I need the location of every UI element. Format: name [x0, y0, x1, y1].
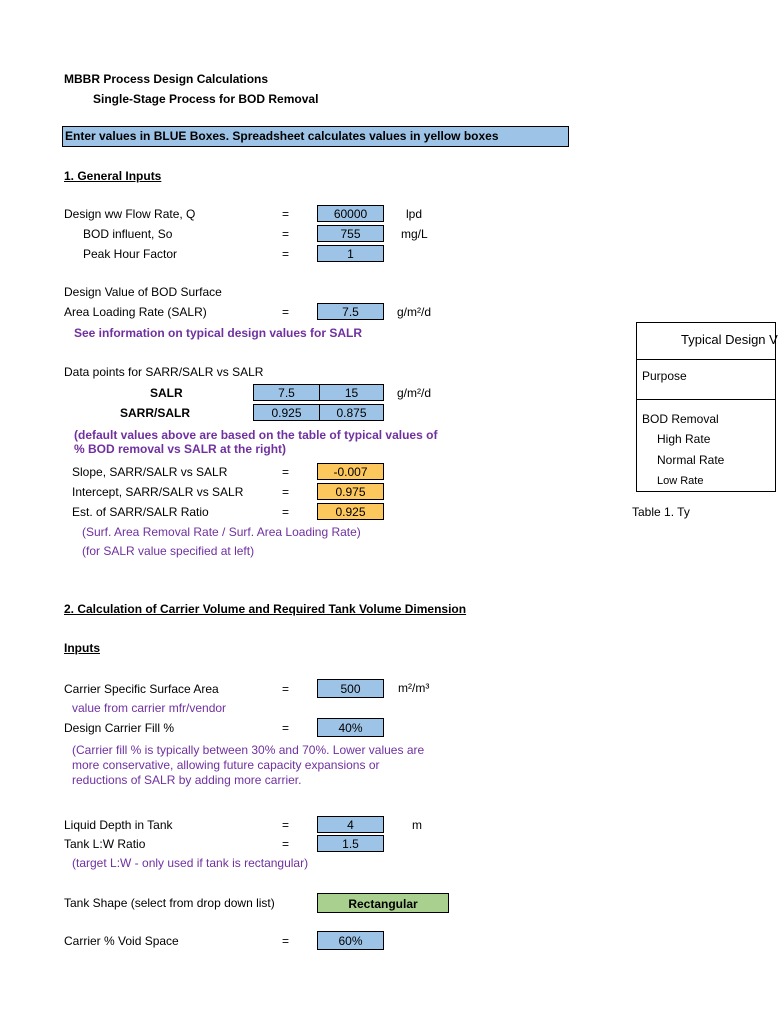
salr-info-note: See information on typical design values for SALR	[74, 326, 363, 340]
equals-sign: =	[282, 505, 290, 519]
carrier-fill-input[interactable]: 40%	[317, 718, 384, 737]
bod-influent-unit: mg/L	[401, 227, 428, 241]
carrier-fill-label: Design Carrier Fill %	[64, 721, 175, 735]
peak-hour-factor-label: Peak Hour Factor	[83, 247, 178, 261]
flow-rate-input[interactable]: 60000	[317, 205, 384, 222]
carrier-area-label: Carrier Specific Surface Area	[64, 682, 219, 696]
datapoint-salr-1-input[interactable]: 7.5	[253, 384, 320, 401]
slope-label: Slope, SARR/SALR vs SALR	[72, 465, 228, 479]
carrier-area-input[interactable]: 500	[317, 679, 384, 698]
bod-influent-input[interactable]: 755	[317, 225, 384, 242]
liquid-depth-input[interactable]: 4	[317, 816, 384, 833]
datapoints-salr-unit: g/m²/d	[397, 386, 432, 400]
section-carrier-heading: 2. Calculation of Carrier Volume and Required Tank Volume Dimension	[64, 602, 467, 616]
equals-sign: =	[282, 837, 290, 851]
intercept-label: Intercept, SARR/SALR vs SALR	[72, 485, 244, 499]
table-row-low-rate: Low Rate	[657, 475, 704, 487]
liquid-depth-label: Liquid Depth in Tank	[64, 818, 173, 832]
liquid-depth-unit: m	[412, 818, 422, 832]
salr-label-line1: Design Value of BOD Surface	[64, 285, 222, 299]
table-caption: Table 1. Ty	[632, 505, 690, 519]
tank-shape-label: Tank Shape (select from drop down list)	[64, 896, 275, 910]
equals-sign: =	[282, 818, 290, 832]
inputs-heading: Inputs	[64, 641, 100, 655]
datapoint-ratio-1-input[interactable]: 0.925	[253, 404, 320, 421]
slope-output: -0.007	[317, 463, 384, 480]
datapoint-ratio-2-input[interactable]: 0.875	[319, 404, 384, 421]
equals-sign: =	[282, 485, 290, 499]
equals-sign: =	[282, 934, 290, 948]
salr-input[interactable]: 7.5	[317, 303, 384, 320]
bod-influent-label: BOD influent, So	[83, 227, 173, 241]
table-row-high-rate: High Rate	[657, 432, 711, 446]
equals-sign: =	[282, 207, 290, 221]
equals-sign: =	[282, 465, 290, 479]
datapoints-salr-row-label: SALR	[150, 386, 183, 400]
page-subtitle: Single-Stage Process for BOD Removal	[93, 92, 319, 106]
tank-lw-input[interactable]: 1.5	[317, 835, 384, 852]
page-title: MBBR Process Design Calculations	[64, 72, 269, 86]
datapoint-salr-2-input[interactable]: 15	[319, 384, 384, 401]
equals-sign: =	[282, 305, 290, 319]
table-row-bod-removal: BOD Removal	[642, 412, 719, 426]
equals-sign: =	[282, 682, 290, 696]
equals-sign: =	[282, 227, 290, 241]
tank-lw-note: (target L:W - only used if tank is rectangular)	[72, 856, 309, 870]
flow-rate-unit: lpd	[406, 207, 423, 221]
table-divider	[637, 399, 775, 400]
datapoints-note-line1: (default values above are based on the table of typical values of	[74, 428, 438, 442]
section-general-inputs-heading: 1. General Inputs	[64, 169, 162, 183]
ratio-estimate-label: Est. of SARR/SALR Ratio	[72, 505, 209, 519]
typical-design-values-table	[636, 322, 776, 492]
datapoints-ratio-row-label: SARR/SALR	[120, 406, 191, 420]
ratio-note-line1: (Surf. Area Removal Rate / Surf. Area Loading Rate)	[82, 525, 361, 539]
carrier-area-note: value from carrier mfr/vendor	[72, 701, 227, 715]
table-divider	[637, 359, 775, 360]
carrier-fill-note-line3: reductions of SALR by adding more carrier.	[72, 773, 302, 787]
void-space-label: Carrier % Void Space	[64, 934, 179, 948]
instructions-banner: Enter values in BLUE Boxes. Spreadsheet calculates values in yellow boxes	[62, 126, 569, 147]
carrier-area-unit: m²/m³	[398, 681, 430, 695]
ratio-note-line2: (for SALR value specified at left)	[82, 544, 255, 558]
table-header-purpose: Purpose	[642, 369, 687, 383]
equals-sign: =	[282, 721, 290, 735]
carrier-fill-note-line1: (Carrier fill % is typically between 30% and 70%. Lower values are	[72, 743, 425, 757]
datapoints-label: Data points for SARR/SALR vs SALR	[64, 365, 264, 379]
tank-lw-label: Tank L:W Ratio	[64, 837, 146, 851]
table-row-normal-rate: Normal Rate	[657, 453, 725, 467]
equals-sign: =	[282, 247, 290, 261]
table-title: Typical Design V	[681, 332, 778, 347]
datapoints-note-line2: % BOD removal vs SALR at the right)	[74, 442, 287, 456]
ratio-estimate-output: 0.925	[317, 503, 384, 520]
tank-shape-dropdown[interactable]: Rectangular	[317, 893, 449, 913]
carrier-fill-note-line2: more conservative, allowing future capacity expansions or	[72, 758, 380, 772]
void-space-input[interactable]: 60%	[317, 931, 384, 950]
peak-hour-factor-input[interactable]: 1	[317, 245, 384, 262]
intercept-output: 0.975	[317, 483, 384, 500]
salr-label-line2: Area Loading Rate (SALR)	[64, 305, 207, 319]
flow-rate-label: Design ww Flow Rate, Q	[64, 207, 196, 221]
salr-unit: g/m²/d	[397, 305, 432, 319]
